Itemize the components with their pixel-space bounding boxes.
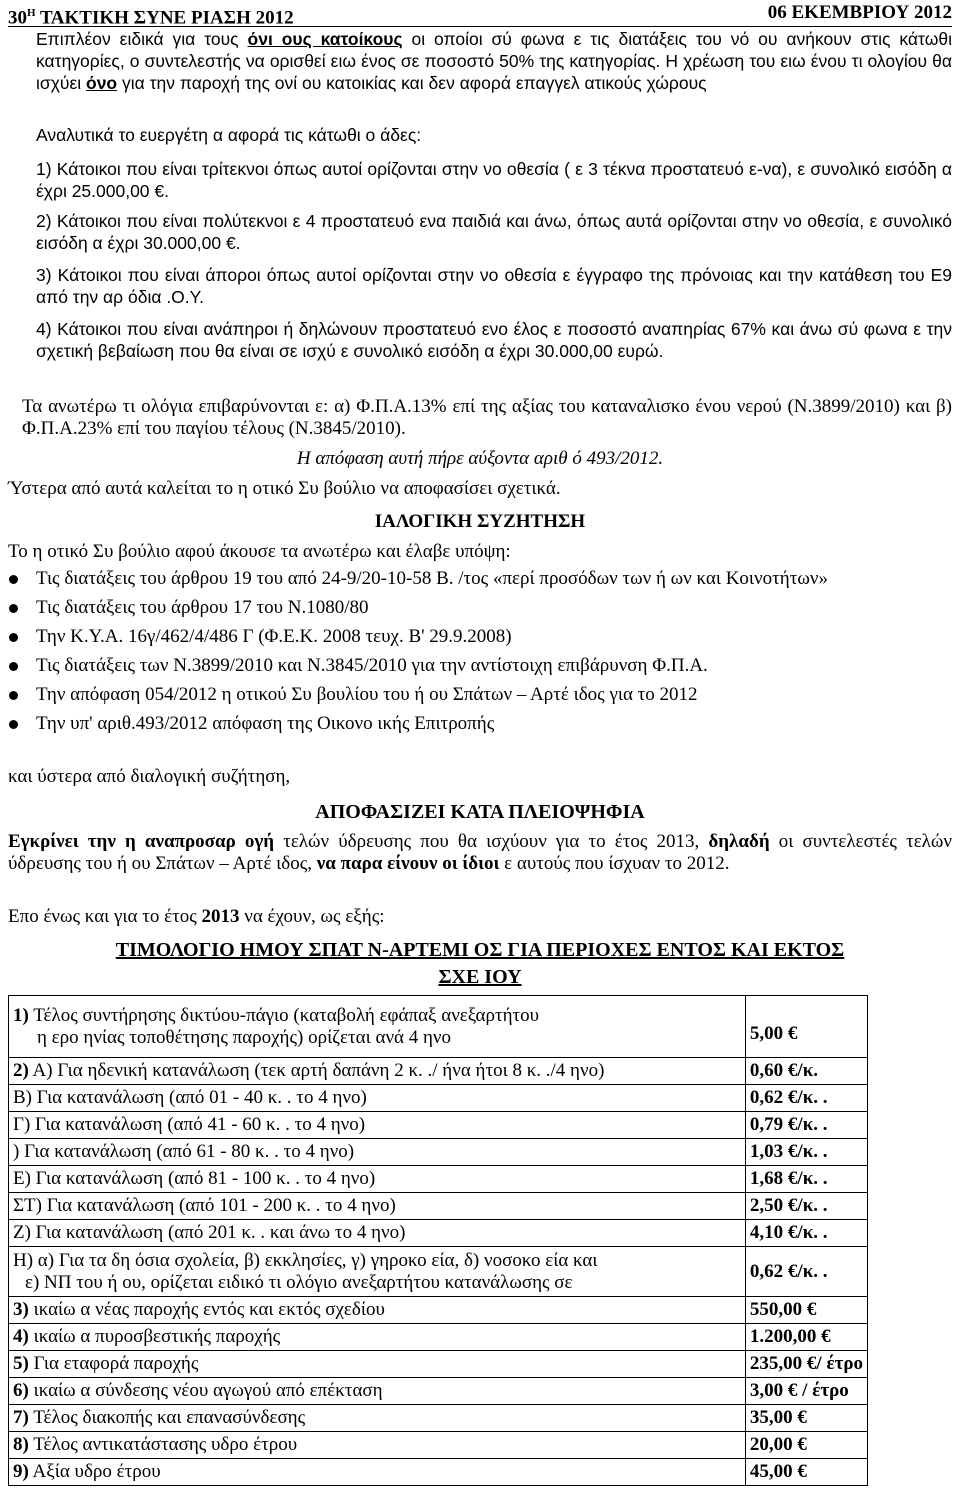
decides-title: ΑΠΟΦΑΣΙΖΕΙ ΚΑΤΑ ΠΛΕΙΟΨΗΦΙΑ: [315, 801, 645, 823]
table-row: 3) ικαίω α νέας παροχής εντός και εκτός σχεδίου 550,00 €: [9, 1297, 868, 1324]
table-row: ) Για κατανάλωση (από 61 - 80 κ. . το 4 ηνο) 1,03 €/κ. .: [9, 1139, 868, 1166]
consequently-line: Επο ένως και για το έτος 2013 να έχουν, ως εξής:: [8, 906, 385, 927]
bullet-icon: [9, 575, 18, 584]
table-row: 5) Για εταφορά παροχής 235,00 €/ έτρο: [9, 1351, 868, 1378]
bullet-icon: [9, 691, 18, 700]
table-row: 8) Τέλος αντικατάστασης υδρο έτρου 20,00 €: [9, 1432, 868, 1459]
bullet-icon: [9, 662, 18, 671]
list-item: Την υπ' αριθ.493/2012 απόφαση της Οικονο ικής Επιτροπής: [8, 712, 952, 736]
tariff-table: [8, 995, 868, 1486]
list-item: Τις διατάξεις του άρθρου 17 του Ν.1080/80: [8, 596, 952, 620]
list-item: Την Κ.Υ.Α. 16γ/462/4/486 Γ (Φ.Ε.Κ. 2008 τευχ. Β' 29.9.2008): [8, 625, 952, 649]
beneficiary-item-3: 3) Κάτοικοι που είναι άποροι όπως αυτοί ορίζονται στην νο οθεσία ε έγγραφο της πρόνοιας και την κατάθεση του Ε9 από την αρ όδια .Ο.Υ.: [36, 265, 952, 307]
table-row: Β) Για κατανάλωση (από 01 - 40 κ. . το 4 ηνο) 0,62 €/κ. .: [9, 1085, 868, 1112]
beneficiary-item-2: 2) Κάτοικοι που είναι πολύτεκνοι ε 4 προστατευό ενα παιδιά και άνω, όπως αυτά ορίζονται στην νο οθεσία, ε συνολικό εισόδη α έχρι 30.000,00 €.: [36, 211, 952, 253]
bullet-icon: [9, 633, 18, 642]
table-row: Γ) Για κατανάλωση (από 41 - 60 κ. . το 4 ηνο) 0,79 €/κ. .: [9, 1112, 868, 1139]
beneficiary-item-4: 4) Κάτοικοι που είναι ανάπηροι ή δηλώνουν προστατευό ενο έλος ε ποσοστό αναπηρίας 67% και άνω σύ φωνα ε την σχετική βεβαίωση που θα είναι σε ισχύ ε συνολικό εισόδη α έχρι 30.000,00 ευρώ.: [36, 319, 952, 361]
intro-paragraph: Επιπλέον ειδικά για τους όνι ους κατοίκους οι οποίοι σύ φωνα ε τις διατάξεις του νό ου ανήκουν στις κάτωθι κατηγορίες, ο συντελεστής να ορισθεί ειω ένος σε ποσοστό 50% της κατηγορίας. Η χρέωση του ειω ένου τι ολογίου θα ισχύει όνο για την παροχή της ονί ου κατοικίας και δεν αφορά επαγγελ ατικούς χώρους: [36, 29, 953, 93]
list-item: Τις διατάξεις των Ν.3899/2010 και Ν.3845/2010 για την αντίστοιχη επιβάρυνση Φ.Π.Α.: [8, 654, 952, 678]
page-header: [8, 2, 952, 27]
tariff-title: ΤΙΜΟΛΟΓΙΟ ΗΜΟΥ ΣΠΑΤ Ν-ΑΡΤΕΜΙ ΟΣ ΓΙΑ ΠΕΡΙΟΧΕΣ ΕΝΤΟΣ ΚΑΙ ΕΚΤΟΣ ΣΧΕ ΙΟΥ: [115, 939, 845, 988]
discussion-title: ΙΑΛΟΓΙΚΗ ΣΥΖΗΤΗΣΗ: [374, 511, 586, 532]
table-row: 6) ικαίω α σύνδεσης νέου αγωγού από επέκταση 3,00 € / έτρο: [9, 1378, 868, 1405]
beneficiaries-intro: Αναλυτικά το ευεργέτη α αφορά τις κάτωθι ο άδες:: [36, 125, 422, 145]
after-discussion-line: και ύστερα από διαλογική συζήτηση,: [8, 766, 291, 787]
session-title: $30^H$ ΤΑΚΤΙΚΗ ΣΥΝΕ ΡΙΑΣΗ 2012: [8, 7, 294, 29]
list-item: Την απόφαση 054/2012 η οτικού Συ βουλίου του ή ου Σπάτων – Αρτέ ιδος για το 2012: [8, 683, 952, 707]
table-row: Ε) Για κατανάλωση (από 81 - 100 κ. . το 4 ηνο) 1,68 €/κ. .: [9, 1166, 868, 1193]
bullet-icon: [9, 604, 18, 613]
table-row: Ζ) Για κατανάλωση (από 201 κ. . και άνω το 4 ηνο) 4,10 €/κ. .: [9, 1220, 868, 1247]
table-row: 1) Τέλος συντήρησης δικτύου-πάγιο (καταβολή εφάπαξ ανεξαρτήτου η ερο ηνίας τοποθέτησης παροχής) ορίζεται ανά 4 ηνο 5,00 €: [9, 996, 868, 1058]
table-row: 9) Αξία υδρο έτρου 45,00 €: [9, 1459, 868, 1486]
table-row: ΣΤ) Για κατανάλωση (από 101 - 200 κ. . το 4 ηνο) 2,50 €/κ. .: [9, 1193, 868, 1220]
approval-paragraph: Εγκρίνει την η αναπροσαρ ογή τελών ύδρευσης που θα ισχύουν για το έτος 2013, δηλαδή οι συντελεστές τελών ύδρευσης του ή ου Σπάτων – Αρτέ ιδος, να παρα είνουν οι ίδιοι ε αυτούς που ίσχυαν το 2012.: [8, 831, 952, 874]
beneficiary-item-1: 1) Κάτοικοι που είναι τρίτεκνοι όπως αυτοί ορίζονται στην νο οθεσία ( ε 3 τέκνα προστατευό ε-να), ε συνολικό εισόδη α έχρι 25.000,00 €.: [36, 159, 952, 201]
bullet-icon: [9, 720, 18, 729]
decision-number: Η απόφαση αυτή πήρε αύξοντα αριθ ό 493/2012.: [296, 448, 664, 469]
invite-line: Ύστερα από αυτά καλείται το η οτικό Συ βούλιο να αποφασίσει σχετικά.: [8, 478, 561, 499]
table-row: 7) Τέλος διακοπής και επανασύνδεσης 35,00 €: [9, 1405, 868, 1432]
considerations-list: [8, 567, 952, 741]
list-item: Τις διατάξεις του άρθρου 19 του από 24-9/20-10-58 Β. /τος «περί προσόδων των ή ων και Κοινοτήτων»: [8, 567, 952, 591]
table-row: 2) Α) Για ηδενική κατανάλωση (τεκ αρτή δαπάνη 2 κ. ./ ήνα ήτοι 8 κ. ./4 ηνο) 0,60 €/κ.: [9, 1058, 868, 1085]
table-row: Η) α) Για τα δη όσια σχολεία, β) εκκλησίες, γ) γηροκο εία, δ) νοσοκο εία και ε) ΝΠ του ή ου, ορίζεται ειδικό τι ολόγιο ανεξαρτήτου κατανάλωσης σε 0,62 €/κ. .: [9, 1247, 868, 1297]
table-row: 4) ικαίω α πυροσβεστικής παροχής 1.200,00 €: [9, 1324, 868, 1351]
council-heard-line: Το η οτικό Συ βούλιο αφού άκουσε τα ανωτέρω και έλαβε υπόψη:: [8, 541, 511, 562]
vat-charges-paragraph: Τα ανωτέρω τι ολόγια επιβαρύνονται ε: α) Φ.Π.Α.13% επί της αξίας του καταναλισκο ένου νερού (Ν.3899/2010) και β) Φ.Π.Α.23% επί του παγίου τέλους (Ν.3845/2010).: [22, 396, 952, 439]
session-date: 06 ΕΚΕΜΒΡΙΟΥ 2012: [767, 2, 952, 23]
